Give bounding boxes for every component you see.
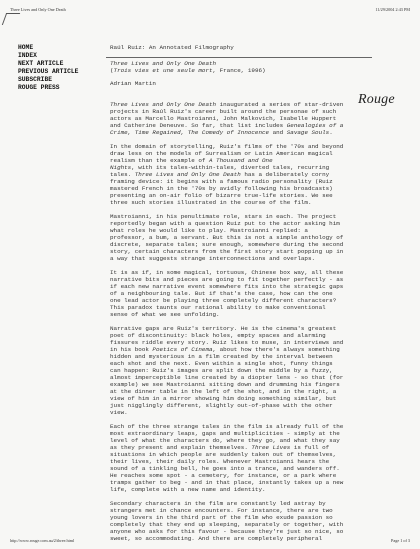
paragraph-line: most extraordinary leaps, gaps and multiplicities - simply at the [110,430,340,437]
paragraph-line: as they present and explain themselves. Three Lives is full of [110,444,330,451]
print-timestamp: 11/29/2004 2:43 PM [375,7,410,12]
film-original-title: Trois vies et une seule mort [113,67,213,74]
paragraph-line: hidden and mysterious in a film created by the interval between [110,353,333,360]
paragraph-line: realism than the example of A Thousand and One [110,157,273,164]
paragraph-line: Each of the three strange tales in the film is already full of the [110,423,344,430]
nav-link-subscribe[interactable]: SUBSCRIBE [18,76,53,84]
paragraph-line: a way that suggests strange interconnections and overlaps. [110,255,316,262]
paragraph-line: of a neighbouring tale. But if that's the case, how can the one [110,290,333,297]
paragraph-line: narrative bits and pieces are going to fit together perfectly - as [110,276,344,283]
paragraph-line: Crime, Time Regained, The Comedy of Innocence and Savage Souls. [110,129,333,136]
paragraph-line: mastered French in the '70s by avidly following his broadcasts) [110,185,333,192]
nav-link-next-article[interactable]: NEXT ARTICLE [18,60,64,68]
film-heading [106,57,406,74]
page-corner-mark [2,13,20,25]
print-header [10,7,410,12]
paragraph-line: He reaches some spot - a cemetery, for instance, or a park where [110,472,337,479]
paragraph-line: if each new narrative event somewhere fits into the strategic gaps [110,283,344,290]
article-paragraph [110,423,406,493]
paragraph-line: professor, a bum, a servant. But this is not a simple anthology of [110,234,344,241]
paragraph-line: draw less on the models of Surrealism or Latin American magical [110,150,333,157]
film-subtitle: (Trois vies et une seule mort, France, 1996) [110,67,266,74]
paragraph-line: strangers met in chance encounters. For instance, there are two [110,507,333,514]
paragraph-line: in his book Poetics of Cinema, about how there's always something [110,346,340,353]
paragraph-line: tales. Three Lives and Only One Death has a deliberately corny [110,171,330,178]
paragraph-line: situations in which people are suddenly taken out of themselves, [110,451,337,458]
paragraph-line: what roles he would like to play. Mastroianni replied: a [110,227,308,234]
paragraph-line: life, complete with a new name and identity. [110,486,266,493]
paragraph-line: sense of what we see unfolding. [110,311,220,318]
nav-link-rouge-press[interactable]: ROUGE PRESS [18,84,60,92]
print-header-title: Three Lives and Only One Death [10,7,66,12]
paragraph-line: In the domain of storytelling, Ruiz's films of the '70s and beyond [110,143,344,150]
paragraph-line: view. [110,409,128,416]
paragraph-line: actors as Marcello Mastroianni, John Malkovich, Isabelle Huppert [110,115,337,122]
film-title: Three Lives and Only One Death [110,60,217,67]
paragraph-line: just nigglingly different, slightly out-of-phase with the other [110,402,333,409]
print-header-left [10,7,66,12]
article-paragraph [110,269,406,318]
paragraph-line: sound of a tinkling bell, he goes into a trance, and wanders off. [110,465,340,472]
paragraph-line: view of him in a mirror showing him doing something similar, but [110,395,337,402]
paragraph-line: projects in Raúl Ruiz's career built around the personae of such [110,108,337,115]
paragraph-line: one lead actor be playing three completely different characters? [110,297,337,304]
article-paragraph [110,325,406,416]
paragraph-line: fissures riddle every story. Ruiz likes to muse, in interviews and [110,339,344,346]
paragraph-line: framing device: it begins with a famous radio personality (Ruiz [110,178,333,185]
paragraph-line: almost imperceptible line created by a diopter lens - so that (for [110,374,344,381]
paragraph-line: can happen: Ruiz's images are split down the middle by a fuzzy, [110,367,333,374]
article-paragraph [110,213,406,262]
paragraph-line: young lovers in the third part of the film who exude passion so [110,514,333,521]
series-kicker: Raúl Ruiz: An Annotated Filmography [110,44,234,51]
paragraph-line: Narrative gaps are Ruiz's territory. He is the cinema's greatest [110,325,337,332]
article [110,44,406,549]
paragraph-line: Nights, with its tales-within-tales, diverted tales, recurring [110,164,330,171]
print-footer [10,538,410,543]
nav-link-home[interactable]: HOME [18,44,34,51]
paragraph-line: presenting an on-air folio of bizarre true-life stories. We see [110,192,333,199]
paragraph-line: discrete, separate tales; sure enough, somewhere during the second [110,241,344,248]
paragraph-line: sweet, so accommodating. And there are completely peripheral [110,535,323,542]
heading-rule [106,57,372,58]
article-paragraph [110,500,406,542]
article-body [110,101,406,542]
paragraph-line: story, certain characters from the first story start popping up in [110,248,344,255]
paragraph-line: Three Lives and Only One Death inaugurated a series of star-driven [110,101,344,108]
article-paragraph [110,143,406,206]
nav-link-previous-article[interactable]: PREVIOUS ARTICLE [18,68,79,76]
paragraph-line: anyone who asks for this favour - because they're just so nice, so [110,528,344,535]
paragraph-line: This paradox taunts our rational ability to make conventional [110,304,326,311]
paragraph-line: reportedly began with a question Ruiz put to the actor asking him [110,220,340,227]
paragraph-line: each shot and the next. Even within a single shot, funny things [110,360,333,367]
rouge-logo[interactable]: Rouge [358,92,395,107]
author-byline: Adrian Martin [110,80,156,87]
paragraph-line: their lives, their daily roles. Whenever Mastroianni hears the [110,458,330,465]
article-paragraph [110,101,406,136]
print-footer-url: http://www.rouge.com.au/2/three.html [10,538,75,543]
paragraph-line: at the dinner table in the left of the shot, and in the right, a [110,388,337,395]
paragraph-line: poet of discontinuity: black holes, empty spaces and alarming [110,332,326,339]
paragraph-line: tramps gather to beg - and in that place, instantly takes up a new [110,479,344,486]
paragraph-line: Mastroianni, in his penultimate role, stars in each. The project [110,213,337,220]
paragraph-line: Secondary characters in the film are constantly led astray by [110,500,326,507]
site-nav [18,44,78,93]
paragraph-line: completely that they end up sleeping, separately or together, with [110,521,344,528]
paragraph-line: It is as if, in some magical, tortuous, Chinese box way, all these [110,269,344,276]
paragraph-line: level of what the characters do, where they go, and what they say [110,437,340,444]
paragraph-line: and Catherine Deneuve. So far, that list includes Genealogies of a [110,122,344,129]
paragraph-line: three such stories illustrated in the course of the film. [110,199,312,206]
print-page-number: Page 1 of 3 [391,538,410,543]
paragraph-line: example) we see Mastroianni sitting down and drumming his fingers [110,381,340,388]
nav-link-index[interactable]: INDEX [18,52,37,60]
